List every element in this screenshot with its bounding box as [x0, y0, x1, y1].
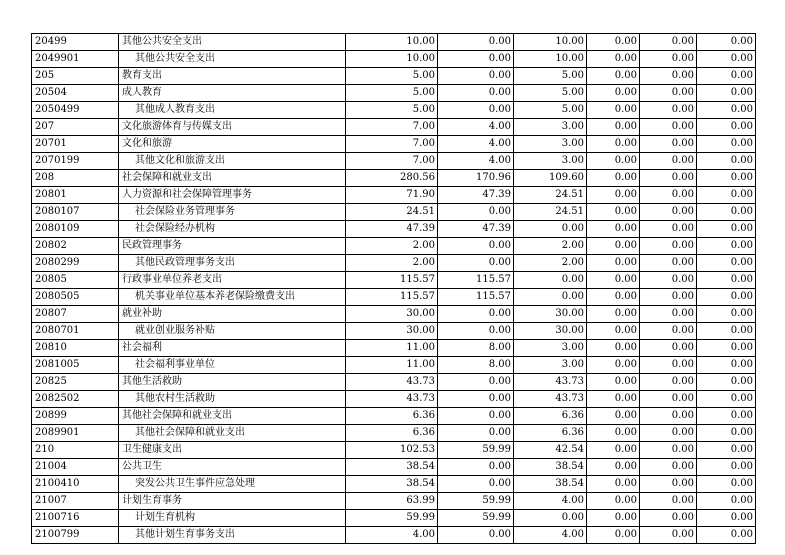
subject-name-cell: 就业补助: [119, 306, 346, 323]
amount-cell: 109.60: [514, 170, 587, 187]
subject-code-cell: 20805: [32, 272, 119, 289]
amount-cell: 30.00: [346, 323, 438, 340]
amount-cell: 0.00: [697, 51, 756, 68]
amount-cell: 0.00: [587, 323, 640, 340]
subject-code-cell: 2070199: [32, 153, 119, 170]
amount-cell: 0.00: [587, 425, 640, 442]
subject-name-cell: 其他生活救助: [119, 374, 346, 391]
subject-code-cell: 2080505: [32, 289, 119, 306]
amount-cell: 0.00: [514, 510, 587, 527]
amount-cell: 47.39: [346, 221, 438, 238]
subject-name-cell: 社会保障和就业支出: [119, 170, 346, 187]
amount-cell: 0.00: [438, 391, 514, 408]
table-row: [32, 510, 756, 527]
table-row: [32, 391, 756, 408]
amount-cell: 6.36: [346, 425, 438, 442]
amount-cell: 0.00: [587, 340, 640, 357]
amount-cell: 0.00: [640, 204, 697, 221]
amount-cell: 0.00: [587, 136, 640, 153]
amount-cell: 47.39: [438, 187, 514, 204]
subject-name-cell: 突发公共卫生事件应急处理: [119, 476, 346, 493]
amount-cell: 0.00: [640, 119, 697, 136]
amount-cell: 0.00: [640, 340, 697, 357]
table-row: [32, 272, 756, 289]
amount-cell: 0.00: [640, 527, 697, 544]
amount-cell: 0.00: [640, 34, 697, 51]
subject-code-cell: 2089901: [32, 425, 119, 442]
amount-cell: 47.39: [438, 221, 514, 238]
amount-cell: 30.00: [514, 306, 587, 323]
subject-name-cell: 计划生育机构: [119, 510, 346, 527]
amount-cell: 0.00: [514, 272, 587, 289]
amount-cell: 0.00: [438, 255, 514, 272]
subject-code-cell: 20825: [32, 374, 119, 391]
amount-cell: 0.00: [697, 408, 756, 425]
amount-cell: 0.00: [697, 391, 756, 408]
amount-cell: 0.00: [438, 408, 514, 425]
amount-cell: 0.00: [587, 476, 640, 493]
subject-code-cell: 21004: [32, 459, 119, 476]
amount-cell: 0.00: [640, 442, 697, 459]
amount-cell: 0.00: [697, 170, 756, 187]
amount-cell: 0.00: [640, 459, 697, 476]
amount-cell: 71.90: [346, 187, 438, 204]
table-row: [32, 153, 756, 170]
subject-name-cell: 文化旅游体育与传媒支出: [119, 119, 346, 136]
amount-cell: 0.00: [697, 119, 756, 136]
subject-code-cell: 207: [32, 119, 119, 136]
amount-cell: 0.00: [640, 323, 697, 340]
amount-cell: 102.53: [346, 442, 438, 459]
amount-cell: 0.00: [587, 102, 640, 119]
amount-cell: 0.00: [587, 493, 640, 510]
amount-cell: 115.57: [438, 289, 514, 306]
subject-name-cell: 就业创业服务补贴: [119, 323, 346, 340]
amount-cell: 0.00: [640, 187, 697, 204]
amount-cell: 59.99: [438, 442, 514, 459]
amount-cell: 0.00: [697, 221, 756, 238]
amount-cell: 5.00: [514, 102, 587, 119]
amount-cell: 38.54: [514, 476, 587, 493]
amount-cell: 38.54: [346, 459, 438, 476]
amount-cell: 0.00: [587, 459, 640, 476]
amount-cell: 6.36: [346, 408, 438, 425]
amount-cell: 0.00: [640, 408, 697, 425]
amount-cell: 0.00: [697, 255, 756, 272]
amount-cell: 0.00: [587, 272, 640, 289]
amount-cell: 59.99: [346, 510, 438, 527]
amount-cell: 0.00: [438, 34, 514, 51]
amount-cell: 11.00: [346, 357, 438, 374]
amount-cell: 0.00: [697, 527, 756, 544]
subject-name-cell: 其他民政管理事务支出: [119, 255, 346, 272]
amount-cell: 0.00: [697, 289, 756, 306]
amount-cell: 10.00: [514, 34, 587, 51]
amount-cell: 0.00: [587, 238, 640, 255]
subject-code-cell: 2080107: [32, 204, 119, 221]
amount-cell: 43.73: [346, 391, 438, 408]
amount-cell: 0.00: [587, 68, 640, 85]
amount-cell: 0.00: [640, 374, 697, 391]
amount-cell: 0.00: [640, 153, 697, 170]
table-row: [32, 34, 756, 51]
amount-cell: 0.00: [697, 323, 756, 340]
amount-cell: 4.00: [514, 527, 587, 544]
subject-name-cell: 文化和旅游: [119, 136, 346, 153]
table-row: [32, 170, 756, 187]
amount-cell: 0.00: [438, 323, 514, 340]
amount-cell: 0.00: [587, 119, 640, 136]
subject-code-cell: 2100799: [32, 527, 119, 544]
amount-cell: 2.00: [346, 255, 438, 272]
amount-cell: 43.73: [514, 374, 587, 391]
amount-cell: 0.00: [640, 289, 697, 306]
amount-cell: 0.00: [640, 51, 697, 68]
amount-cell: 0.00: [697, 510, 756, 527]
subject-name-cell: 其他公共安全支出: [119, 51, 346, 68]
amount-cell: 0.00: [697, 425, 756, 442]
amount-cell: 0.00: [640, 255, 697, 272]
amount-cell: 0.00: [587, 357, 640, 374]
amount-cell: 0.00: [697, 34, 756, 51]
amount-cell: 0.00: [697, 272, 756, 289]
amount-cell: 3.00: [514, 153, 587, 170]
subject-code-cell: 2049901: [32, 51, 119, 68]
subject-code-cell: 20499: [32, 34, 119, 51]
subject-code-cell: 20899: [32, 408, 119, 425]
amount-cell: 0.00: [697, 476, 756, 493]
amount-cell: 0.00: [697, 459, 756, 476]
subject-name-cell: 其他文化和旅游支出: [119, 153, 346, 170]
table-row: [32, 102, 756, 119]
amount-cell: 43.73: [346, 374, 438, 391]
subject-name-cell: 行政事业单位养老支出: [119, 272, 346, 289]
table-row: [32, 493, 756, 510]
amount-cell: 38.54: [514, 459, 587, 476]
amount-cell: 24.51: [514, 187, 587, 204]
amount-cell: 0.00: [438, 85, 514, 102]
amount-cell: 0.00: [640, 391, 697, 408]
amount-cell: 6.36: [514, 425, 587, 442]
amount-cell: 4.00: [438, 119, 514, 136]
subject-name-cell: 教育支出: [119, 68, 346, 85]
amount-cell: 0.00: [640, 238, 697, 255]
amount-cell: 0.00: [640, 136, 697, 153]
amount-cell: 3.00: [514, 136, 587, 153]
amount-cell: 7.00: [346, 136, 438, 153]
amount-cell: 0.00: [697, 357, 756, 374]
amount-cell: 0.00: [438, 459, 514, 476]
amount-cell: 38.54: [346, 476, 438, 493]
table-row: [32, 340, 756, 357]
amount-cell: 0.00: [640, 357, 697, 374]
subject-name-cell: 人力资源和社会保障管理事务: [119, 187, 346, 204]
amount-cell: 0.00: [697, 68, 756, 85]
subject-code-cell: 20802: [32, 238, 119, 255]
amount-cell: 0.00: [587, 527, 640, 544]
amount-cell: 0.00: [697, 374, 756, 391]
amount-cell: 4.00: [438, 153, 514, 170]
amount-cell: 0.00: [697, 102, 756, 119]
amount-cell: 5.00: [346, 85, 438, 102]
amount-cell: 24.51: [514, 204, 587, 221]
table-row: [32, 527, 756, 544]
amount-cell: 0.00: [640, 170, 697, 187]
amount-cell: 0.00: [640, 425, 697, 442]
amount-cell: 63.99: [346, 493, 438, 510]
amount-cell: 2.00: [514, 238, 587, 255]
table-row: [32, 136, 756, 153]
table-row: [32, 204, 756, 221]
amount-cell: 115.57: [346, 289, 438, 306]
amount-cell: 0.00: [697, 136, 756, 153]
subject-name-cell: 其他社会保障和就业支出: [119, 408, 346, 425]
amount-cell: 0.00: [438, 527, 514, 544]
subject-name-cell: 其他计划生育事务支出: [119, 527, 346, 544]
amount-cell: 0.00: [587, 204, 640, 221]
amount-cell: 0.00: [697, 442, 756, 459]
amount-cell: 10.00: [514, 51, 587, 68]
table-row: [32, 51, 756, 68]
table-row: [32, 408, 756, 425]
subject-code-cell: 2081005: [32, 357, 119, 374]
subject-name-cell: 卫生健康支出: [119, 442, 346, 459]
amount-cell: 8.00: [438, 340, 514, 357]
amount-cell: 0.00: [640, 85, 697, 102]
amount-cell: 4.00: [346, 527, 438, 544]
table-row: [32, 187, 756, 204]
table-row: [32, 442, 756, 459]
amount-cell: 0.00: [587, 408, 640, 425]
amount-cell: 0.00: [587, 510, 640, 527]
amount-cell: 30.00: [346, 306, 438, 323]
amount-cell: 0.00: [587, 289, 640, 306]
subject-code-cell: 2080109: [32, 221, 119, 238]
subject-code-cell: 20807: [32, 306, 119, 323]
amount-cell: 0.00: [438, 102, 514, 119]
amount-cell: 0.00: [438, 306, 514, 323]
amount-cell: 0.00: [587, 221, 640, 238]
amount-cell: 0.00: [640, 476, 697, 493]
subject-name-cell: 社会保险经办机构: [119, 221, 346, 238]
amount-cell: 0.00: [438, 425, 514, 442]
amount-cell: 4.00: [438, 136, 514, 153]
table-row: [32, 289, 756, 306]
subject-code-cell: 2100716: [32, 510, 119, 527]
amount-cell: 2.00: [514, 255, 587, 272]
amount-cell: 0.00: [438, 68, 514, 85]
subject-name-cell: 其他农村生活救助: [119, 391, 346, 408]
table-row: [32, 85, 756, 102]
subject-name-cell: 社会福利事业单位: [119, 357, 346, 374]
amount-cell: 30.00: [514, 323, 587, 340]
subject-name-cell: 公共卫生: [119, 459, 346, 476]
subject-name-cell: 其他社会保障和就业支出: [119, 425, 346, 442]
table-row: [32, 255, 756, 272]
amount-cell: 0.00: [697, 85, 756, 102]
amount-cell: 0.00: [514, 289, 587, 306]
amount-cell: 43.73: [514, 391, 587, 408]
amount-cell: 0.00: [587, 51, 640, 68]
subject-name-cell: 民政管理事务: [119, 238, 346, 255]
amount-cell: 0.00: [640, 272, 697, 289]
amount-cell: 0.00: [587, 306, 640, 323]
table-row: [32, 323, 756, 340]
amount-cell: 0.00: [587, 187, 640, 204]
amount-cell: 280.56: [346, 170, 438, 187]
table-row: [32, 306, 756, 323]
amount-cell: 7.00: [346, 119, 438, 136]
amount-cell: 0.00: [697, 204, 756, 221]
subject-name-cell: 计划生育事务: [119, 493, 346, 510]
amount-cell: 0.00: [640, 510, 697, 527]
amount-cell: 5.00: [514, 68, 587, 85]
amount-cell: 0.00: [438, 374, 514, 391]
amount-cell: 8.00: [438, 357, 514, 374]
table-row: [32, 68, 756, 85]
budget-table: [31, 33, 756, 544]
amount-cell: 5.00: [346, 68, 438, 85]
subject-code-cell: 20801: [32, 187, 119, 204]
amount-cell: 0.00: [587, 170, 640, 187]
amount-cell: 0.00: [697, 340, 756, 357]
amount-cell: 0.00: [587, 442, 640, 459]
subject-name-cell: 成人教育: [119, 85, 346, 102]
amount-cell: 0.00: [587, 374, 640, 391]
subject-code-cell: 20701: [32, 136, 119, 153]
amount-cell: 0.00: [438, 238, 514, 255]
amount-cell: 0.00: [640, 221, 697, 238]
amount-cell: 0.00: [640, 306, 697, 323]
subject-name-cell: 其他公共安全支出: [119, 34, 346, 51]
amount-cell: 0.00: [640, 68, 697, 85]
subject-name-cell: 社会保险业务管理事务: [119, 204, 346, 221]
amount-cell: 5.00: [346, 102, 438, 119]
table-row: [32, 425, 756, 442]
amount-cell: 7.00: [346, 153, 438, 170]
amount-cell: 4.00: [514, 493, 587, 510]
subject-code-cell: 210: [32, 442, 119, 459]
amount-cell: 0.00: [587, 85, 640, 102]
amount-cell: 0.00: [587, 34, 640, 51]
amount-cell: 0.00: [697, 238, 756, 255]
table-row: [32, 374, 756, 391]
amount-cell: 0.00: [438, 204, 514, 221]
amount-cell: 0.00: [697, 153, 756, 170]
subject-code-cell: 20810: [32, 340, 119, 357]
subject-code-cell: 2082502: [32, 391, 119, 408]
subject-name-cell: 其他成人教育支出: [119, 102, 346, 119]
amount-cell: 170.96: [438, 170, 514, 187]
subject-name-cell: 机关事业单位基本养老保险缴费支出: [119, 289, 346, 306]
amount-cell: 10.00: [346, 51, 438, 68]
table-row: [32, 476, 756, 493]
amount-cell: 42.54: [514, 442, 587, 459]
subject-code-cell: 2080701: [32, 323, 119, 340]
amount-cell: 0.00: [640, 493, 697, 510]
amount-cell: 3.00: [514, 357, 587, 374]
amount-cell: 115.57: [346, 272, 438, 289]
amount-cell: 0.00: [697, 187, 756, 204]
amount-cell: 3.00: [514, 119, 587, 136]
amount-cell: 10.00: [346, 34, 438, 51]
amount-cell: 115.57: [438, 272, 514, 289]
amount-cell: 0.00: [697, 306, 756, 323]
subject-code-cell: 21007: [32, 493, 119, 510]
table-row: [32, 357, 756, 374]
table-row: [32, 221, 756, 238]
subject-code-cell: 2050499: [32, 102, 119, 119]
amount-cell: 0.00: [697, 493, 756, 510]
amount-cell: 0.00: [587, 255, 640, 272]
amount-cell: 0.00: [438, 476, 514, 493]
amount-cell: 0.00: [514, 221, 587, 238]
amount-cell: 11.00: [346, 340, 438, 357]
amount-cell: 3.00: [514, 340, 587, 357]
table-row: [32, 459, 756, 476]
table-row: [32, 119, 756, 136]
amount-cell: 6.36: [514, 408, 587, 425]
amount-cell: 59.99: [438, 493, 514, 510]
subject-name-cell: 社会福利: [119, 340, 346, 357]
subject-code-cell: 208: [32, 170, 119, 187]
amount-cell: 0.00: [587, 391, 640, 408]
amount-cell: 24.51: [346, 204, 438, 221]
amount-cell: 59.99: [438, 510, 514, 527]
subject-code-cell: 205: [32, 68, 119, 85]
amount-cell: 0.00: [438, 51, 514, 68]
subject-code-cell: 2100410: [32, 476, 119, 493]
amount-cell: 0.00: [587, 153, 640, 170]
table-body: [32, 34, 756, 544]
amount-cell: 2.00: [346, 238, 438, 255]
table-row: [32, 238, 756, 255]
subject-code-cell: 20504: [32, 85, 119, 102]
amount-cell: 0.00: [640, 102, 697, 119]
subject-code-cell: 2080299: [32, 255, 119, 272]
amount-cell: 5.00: [514, 85, 587, 102]
